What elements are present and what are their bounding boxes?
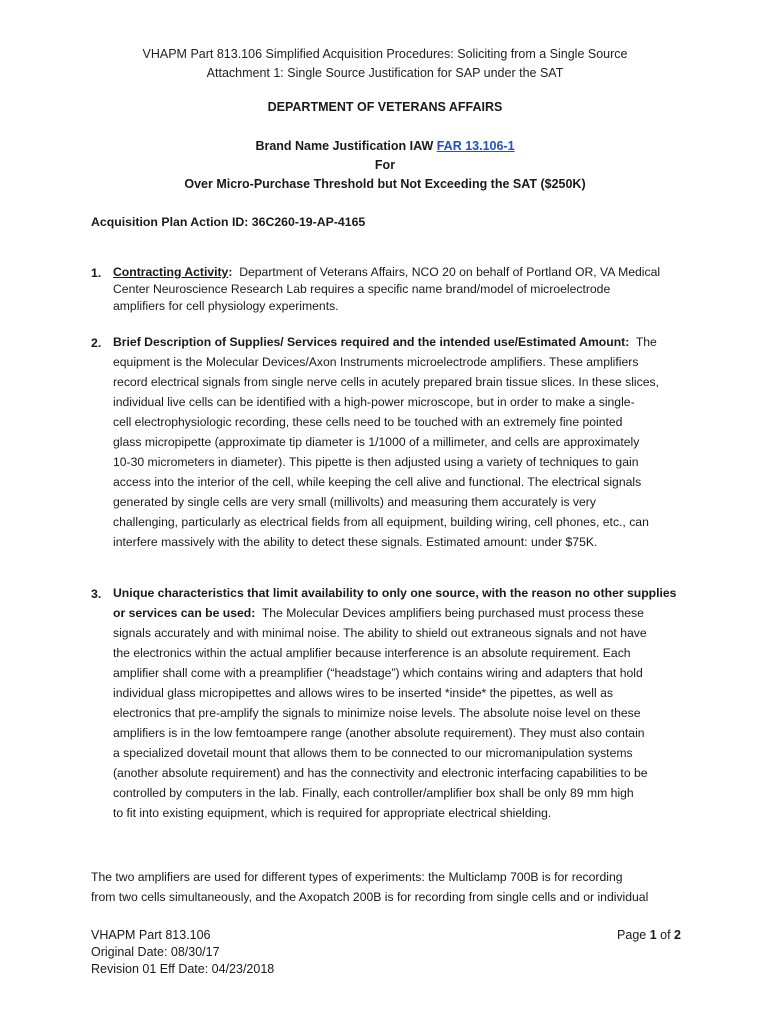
- section-2-line: challenging, particularly as electrical fields from all equipment, building wiring, cell phones, etc., can: [113, 515, 649, 529]
- section-1-line: Center Neuroscience Research Lab requires a specific name brand/model of microelectrode: [113, 282, 611, 296]
- section-2-line: record electrical signals from single nerve cells in acutely prepared brain tissue slices. In these slices,: [113, 375, 659, 389]
- footer-original-date: Original Date: 08/30/17: [91, 945, 220, 959]
- section-1-line: amplifiers for cell physiology experiments.: [113, 299, 339, 313]
- section-3-line: (another absolute requirement) and has the connectivity and electronic interfacing capabilities to be: [113, 766, 648, 780]
- section-3-line: the electronics within the actual amplifier because interference is an absolute requirement. Each: [113, 646, 631, 660]
- section-1-heading: Contracting Activity: [113, 265, 229, 279]
- section-2-line: equipment is the Molecular Devices/Axon Instruments microelectrode amplifiers. These amplifiers: [113, 355, 639, 369]
- section-3: [113, 583, 683, 823]
- closing-paragraph: [91, 867, 691, 907]
- justification-prefix: Brand Name Justification IAW: [255, 139, 437, 153]
- footer-part: VHAPM Part 813.106: [91, 928, 211, 942]
- justification-title: [0, 139, 770, 153]
- section-2-line: 10-30 micrometers in diameter). This pipette is then adjusted using a variety of techniques to gain: [113, 455, 639, 469]
- header-line-1: VHAPM Part 813.106 Simplified Acquisition Procedures: Soliciting from a Single Source: [142, 47, 628, 61]
- section-1-number: 1.: [91, 266, 102, 280]
- footer-page-number: Page 1 of 2: [617, 928, 681, 942]
- closing-line: from two cells simultaneously, and the Axopatch 200B is for recording from single cells and or individual: [91, 890, 649, 904]
- section-3-line: amplifier shall come with a preamplifier (“headstage”) which contains wiring and adapters that hold: [113, 666, 643, 680]
- for-line: For: [374, 158, 396, 172]
- section-2-line: interfere massively with the ability to detect these signals. Estimated amount: under $75K.: [113, 535, 598, 549]
- section-2-line: cell electrophysiologic recording, these cells need to be touched with an extremely fine pointed: [113, 415, 623, 429]
- section-3-line: controlled by computers in the lab. Finally, each controller/amplifier box shall be only 89 mm high: [113, 786, 634, 800]
- section-2-line: glass micropipette (approximate tip diameter is 1/1000 of a millimeter, and cells are approximately: [113, 435, 640, 449]
- section-3-line: a specialized dovetail mount that allows them to be connected to our micromanipulation systems: [113, 746, 633, 760]
- section-3-line: signals accurately and with minimal noise. The ability to shield out extraneous signals and not have: [113, 626, 647, 640]
- section-2-line: individual live cells can be identified with a high-power microscope, but in order to make a single-: [113, 395, 635, 409]
- section-2-line: generated by single cells are very small (millivolts) and measuring them accurately is very: [113, 495, 596, 509]
- section-3-number: 3.: [91, 587, 102, 601]
- header-line-2: Attachment 1: Single Source Justification for SAP under the SAT: [206, 66, 564, 80]
- footer-left: [91, 927, 274, 978]
- section-3-heading-line-2: or services can be used:: [113, 606, 256, 620]
- closing-line: The two amplifiers are used for different types of experiments: the Multiclamp 700B is for recording: [91, 870, 623, 884]
- section-2-line: access into the interior of the cell, while keeping the cell alive and functional. The electrical signals: [113, 475, 642, 489]
- section-2-line: Brief Description of Supplies/ Services required and the intended use/Estimated Amount: The: [113, 335, 657, 349]
- section-2-number: 2.: [91, 336, 102, 350]
- action-id: [91, 215, 365, 229]
- section-3-heading-line-1: Unique characteristics that limit availability to only one source, with the reason no other supplies: [113, 586, 677, 600]
- section-1-line: Contracting Activity: Department of Veterans Affairs, NCO 20 on behalf of Portland OR, VA Medical: [113, 265, 661, 279]
- section-3-line: electronics that pre-amplify the signals to minimize noise levels. The absolute noise level on these: [113, 706, 641, 720]
- section-3-line: or services can be used: The Molecular Devices amplifiers being purchased must process these: [113, 606, 644, 620]
- section-3-line: amplifiers is in the low femtoampere range (another absolute requirement). They must also contain: [113, 726, 645, 740]
- action-id-value: 36C260-19-AP-4165: [251, 215, 366, 229]
- section-2: [113, 332, 683, 552]
- far-link[interactable]: FAR 13.106-1: [436, 139, 515, 153]
- section-1: [113, 264, 683, 315]
- section-3-line: individual glass micropipettes and allows wires to be inserted *inside* the pipettes, as well as: [113, 686, 613, 700]
- section-3-line: to fit into existing equipment, which is required for appropriate electrical shielding.: [113, 806, 552, 820]
- footer-revision: Revision 01 Eff Date: 04/23/2018: [91, 962, 275, 976]
- threshold-title: Over Micro-Purchase Threshold but Not Exceeding the SAT ($250K): [184, 177, 586, 191]
- department-title: DEPARTMENT OF VETERANS AFFAIRS: [267, 100, 503, 114]
- section-1-colon: :: [228, 265, 233, 279]
- action-id-label: Acquisition Plan Action ID:: [91, 215, 249, 229]
- section-2-heading: Brief Description of Supplies/ Services required and the intended use/Estimated Amount:: [113, 335, 630, 349]
